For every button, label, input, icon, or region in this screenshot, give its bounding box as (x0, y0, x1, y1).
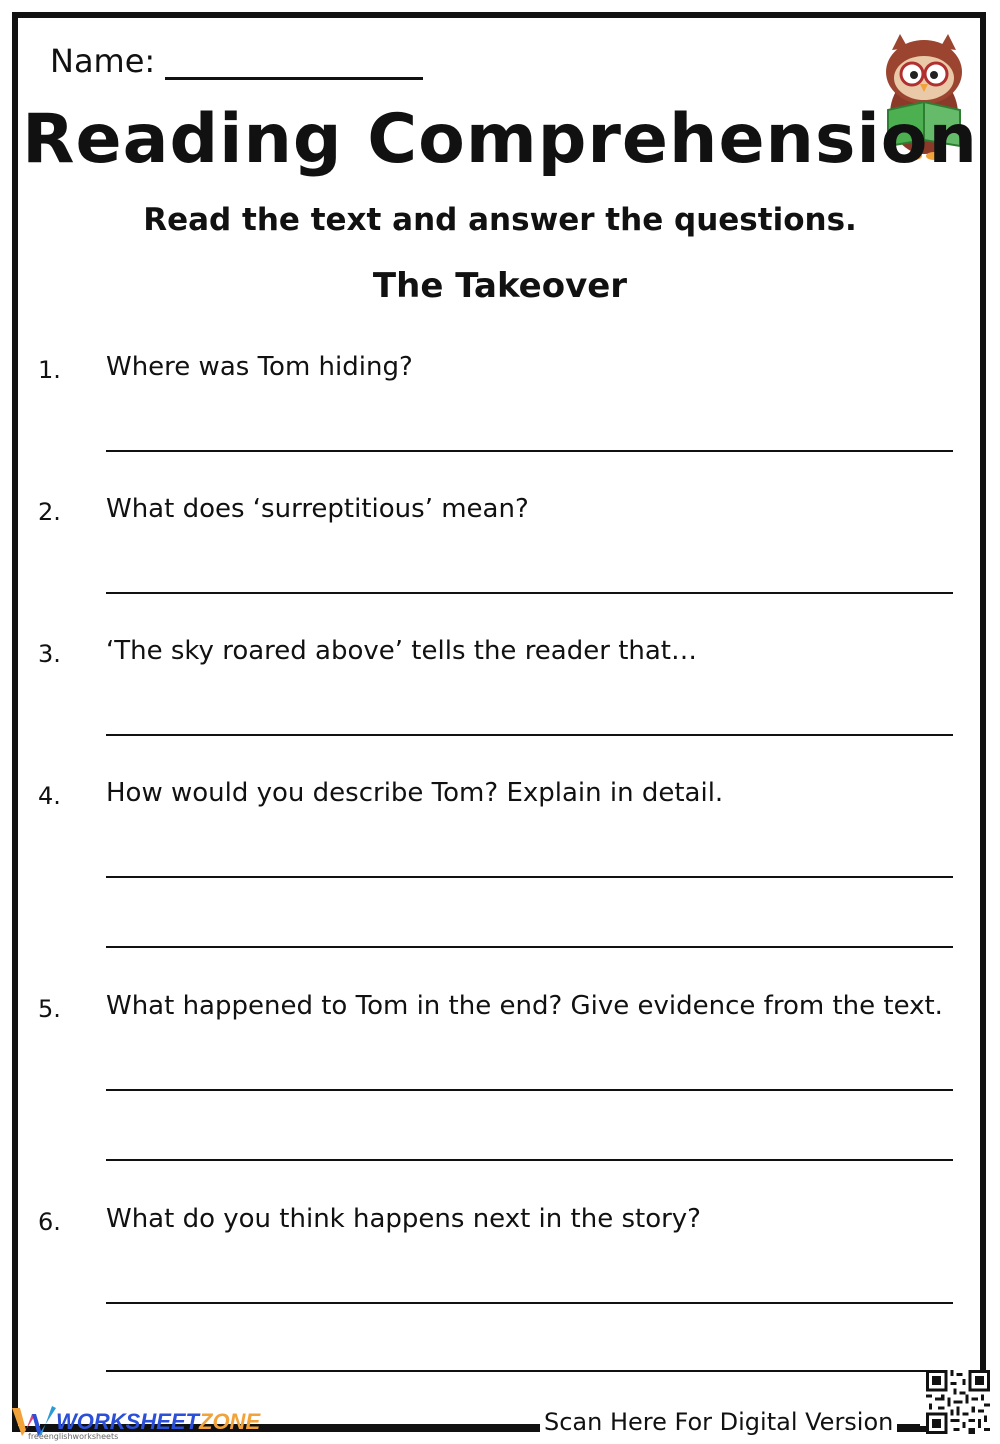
question-number: 4. (38, 782, 61, 810)
answer-line[interactable] (106, 1089, 953, 1091)
story-title: The Takeover (372, 266, 628, 306)
question-text: What do you think happens next in the story? (106, 1204, 701, 1234)
answer-line[interactable] (106, 592, 953, 594)
question-number: 2. (38, 498, 61, 526)
answer-line[interactable] (106, 1302, 953, 1304)
question-text: How would you describe Tom? Explain in detail. (106, 778, 724, 808)
name-label: Name: (50, 42, 156, 80)
scan-label: Scan Here For Digital Version (540, 1408, 897, 1436)
worksheet-title: Reading Comprehension (22, 100, 978, 179)
answer-line[interactable] (106, 1159, 953, 1161)
name-input-line[interactable] (165, 47, 423, 80)
logo-accent-text: ZONE (199, 1409, 261, 1434)
logo-main-text: WORKSHEET (56, 1409, 199, 1434)
answer-line[interactable] (106, 450, 953, 452)
logo-subtitle: freeenglishworksheets (28, 1432, 119, 1441)
question-number: 3. (38, 640, 61, 668)
answer-line[interactable] (106, 734, 953, 736)
answer-line[interactable] (106, 946, 953, 948)
question-text: Where was Tom hiding? (106, 352, 413, 382)
answer-line[interactable] (106, 876, 953, 878)
question-number: 5. (38, 995, 61, 1023)
answer-line[interactable] (106, 1370, 953, 1372)
question-text: What does ‘surreptitious’ mean? (106, 494, 529, 524)
question-number: 1. (38, 356, 61, 384)
instructions: Read the text and answer the questions. (143, 202, 857, 238)
name-field (50, 42, 423, 80)
question-number: 6. (38, 1208, 61, 1236)
qr-code-icon[interactable] (926, 1370, 990, 1434)
question-text: ‘The sky roared above’ tells the reader that… (106, 636, 697, 666)
question-text: What happened to Tom in the end? Give evidence from the text. (106, 991, 943, 1021)
